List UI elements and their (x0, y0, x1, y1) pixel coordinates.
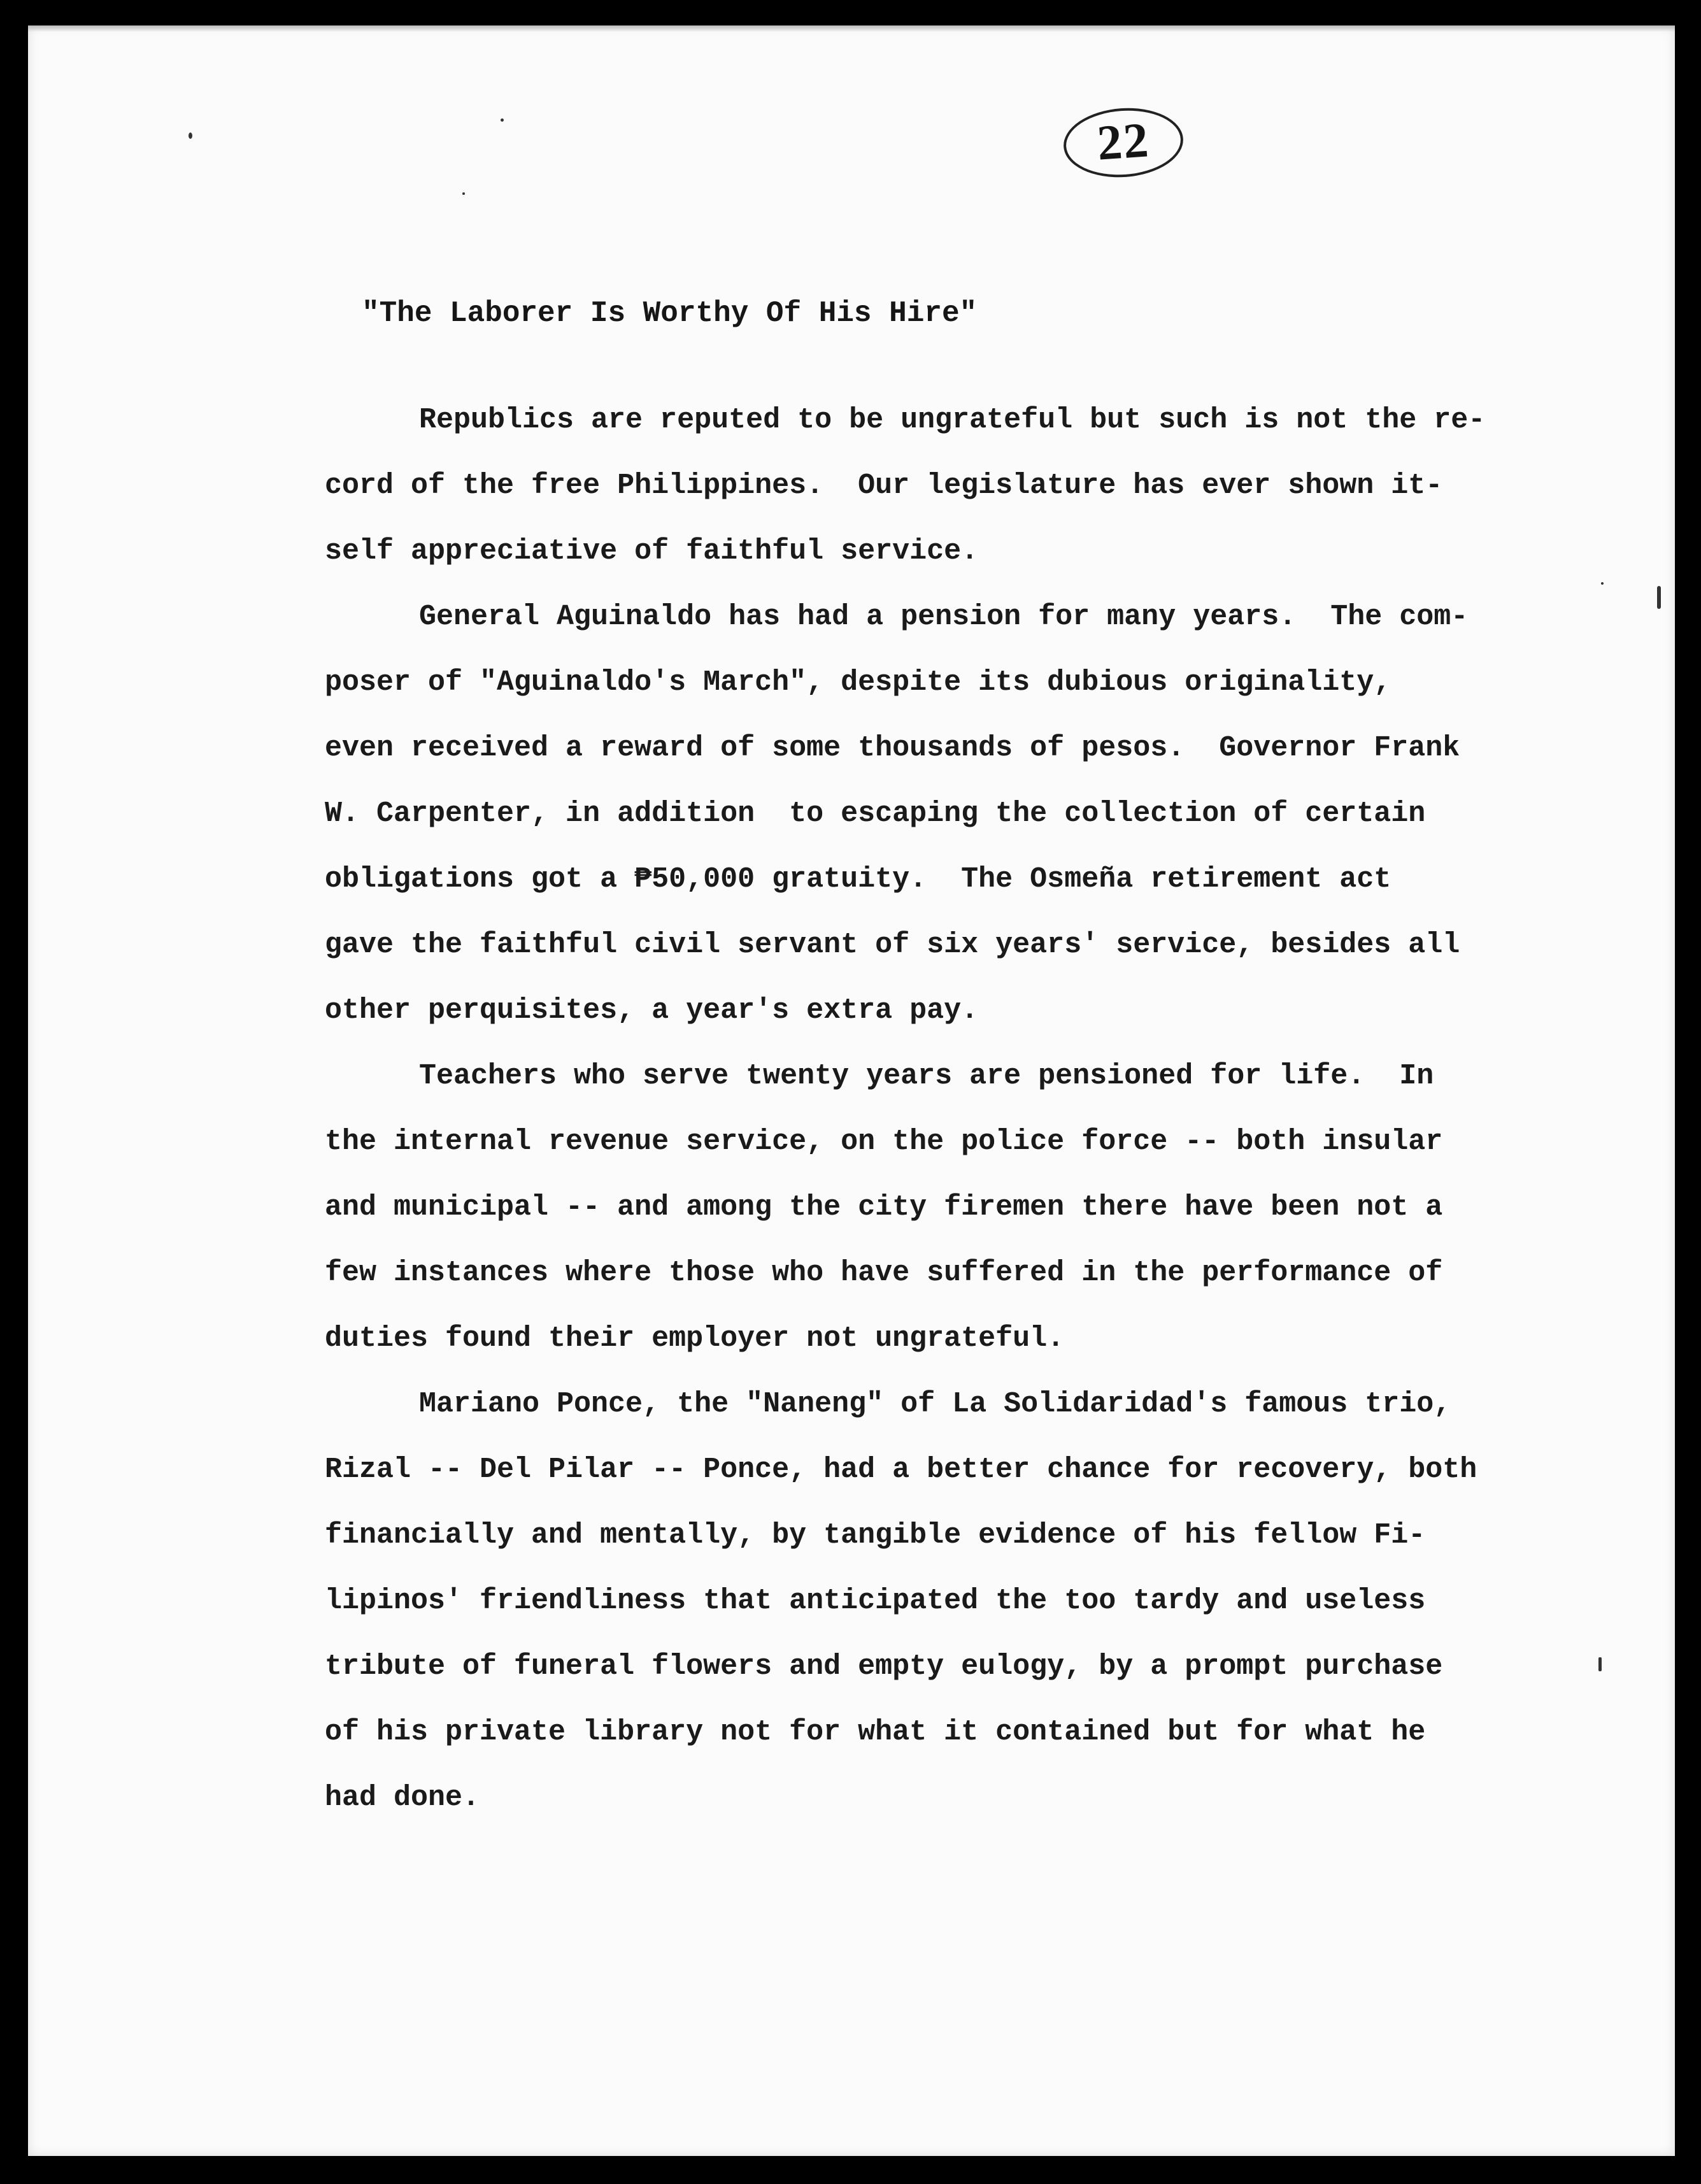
text-line: Rizal -- Del Pilar -- Ponce, had a better chance for recovery, both (325, 1453, 1477, 1486)
text-line: tribute of funeral flowers and empty eulogy, by a prompt purchase (325, 1650, 1443, 1683)
page-number: 22 (1061, 104, 1185, 182)
text-line: few instances where those who have suffered in the performance of (325, 1257, 1443, 1289)
document-title: "The Laborer Is Worthy Of His Hire" (362, 297, 978, 330)
ink-speck (189, 132, 192, 139)
paragraph-1 (325, 387, 1630, 584)
paragraph-4 (325, 1371, 1630, 1831)
paragraph-3 (325, 1043, 1630, 1371)
text-line: Teachers who serve twenty years are pensioned for life. In (419, 1060, 1434, 1092)
text-line: financially and mentally, by tangible evidence of his fellow Fi- (325, 1519, 1426, 1552)
document-page (28, 25, 1675, 2156)
text-line: other perquisites, a year's extra pay. (325, 994, 979, 1027)
text-line: duties found their employer not ungrateful. (325, 1322, 1065, 1355)
ink-speck (1657, 586, 1661, 609)
text-line: Mariano Ponce, the "Naneng" of La Solidaridad's famous trio, (419, 1388, 1451, 1420)
text-line: and municipal -- and among the city firemen there have been not a (325, 1191, 1443, 1224)
text-line: lipinos' friendliness that anticipated the too tardy and useless (325, 1585, 1426, 1617)
ink-speck (501, 118, 504, 122)
text-line: Republics are reputed to be ungrateful but such is not the re- (419, 404, 1486, 436)
text-line: General Aguinaldo has had a pension for many years. The com- (419, 601, 1469, 633)
text-line: poser of "Aguinaldo's March", despite its dubious originality, (325, 666, 1391, 699)
paragraph-2 (325, 584, 1630, 1043)
page-edge-shadow (28, 25, 1675, 32)
text-line: the internal revenue service, on the police force -- both insular (325, 1125, 1443, 1158)
text-line: of his private library not for what it contained but for what he (325, 1716, 1426, 1748)
text-line: W. Carpenter, in addition to escaping the collection of certain (325, 797, 1426, 830)
text-line: had done. (325, 1781, 480, 1814)
body-text (325, 387, 1630, 1831)
text-line: cord of the free Philippines. Our legislature has ever shown it- (325, 469, 1443, 502)
text-line: even received a reward of some thousands of pesos. Governor Frank (325, 732, 1460, 764)
text-line: gave the faithful civil servant of six years' service, besides all (325, 929, 1460, 961)
text-line: self appreciative of faithful service. (325, 535, 979, 567)
text-line: obligations got a ₱50,000 gratuity. The Osmeña retirement act (325, 863, 1391, 896)
ink-speck (462, 192, 465, 195)
